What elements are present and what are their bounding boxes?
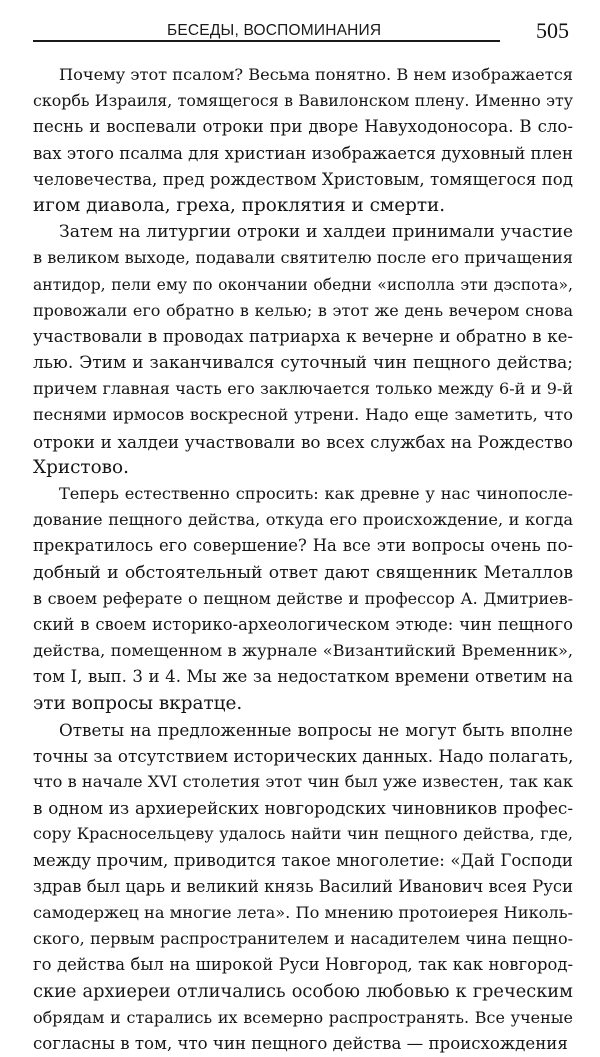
text-line: Теперь естественно спросить: как древне у нас чинопосле- [59, 484, 573, 503]
text-line: Христово. [33, 456, 129, 478]
text-line: здрав был царь и великий князь Василий Иванович всея Руси [33, 876, 573, 896]
text-line: что в начале XVI столетия этот чин был уже известен, так как [33, 772, 573, 792]
text-line: обрядам и старались их всемерно распространять. Все ученые [33, 1007, 573, 1027]
text-line: точны за отсутствием исторических данных. Надо полагать, [33, 745, 574, 766]
text-line: добный и обстоятельный ответ дают священник Металлов [33, 562, 573, 583]
text-line: скорбь Израиля, томящегося в Вавилонском плену. Именно эту [33, 91, 573, 111]
text-line: игом диавола, греха, проклятия и смерти. [33, 194, 446, 216]
text-line: го действа был на широкой Руси Новгород, так как новгород- [33, 955, 573, 975]
text-line: согласны в том, что чин пещного действа — происхождения [33, 1033, 568, 1053]
body-text [33, 62, 573, 1057]
text-line: Почему этот псалом? Весьма понятно. В нем изображается [59, 65, 573, 84]
page-number: 505 [536, 18, 569, 43]
text-line: причем главная часть его заключается только между 6-й и 9-й [33, 379, 573, 399]
text-line: Ответы на предложенные вопросы не могут быть вполне [59, 719, 573, 740]
text-line: дование пещного действа, откуда его происхождение, и когда [33, 510, 573, 530]
text-line: эти вопросы вкратце. [33, 692, 243, 714]
text-line: антидор, пели ему по окончании обедни «исполла эти дэспота», [33, 275, 573, 294]
text-line: сору Красносельцеву удалось найти чин пещного действа, где, [33, 824, 573, 844]
text-line: в одном из архиерейских новгородских чиновников профес- [33, 798, 573, 819]
paragraph [33, 62, 573, 219]
paragraph [33, 717, 573, 1057]
text-line: лью. Этим и заканчивался суточный чин пещного действа; [33, 353, 573, 374]
text-line: песнями ирмосов воскресной утрени. Надо еще заметить, что [33, 405, 573, 425]
text-line: песнь и воспевали отроки при дворе Навуходоносора. В сло- [33, 117, 573, 137]
text-line: в своем реферате о пещном действе и профессор А. Дмитриев- [33, 588, 573, 608]
text-line: ские архиереи отличались особою любовью к греческим [33, 980, 573, 1002]
text-line: ского, первым распространителем и насадителем чина пещно- [33, 929, 573, 949]
text-line: вах этого псалма для христиан изображается духовный плен [33, 143, 574, 163]
text-line: участвовали в проводах патриарха к вечерне и обратно в ке- [33, 326, 573, 346]
text-line: человечества, пред рождеством Христовым, томящегося под [33, 169, 573, 189]
running-title: БЕСЕДЫ, ВОСПОМИНАНИЯ [167, 22, 382, 39]
text-line: провожали его обратно в келью; в этот же день вечером снова [33, 300, 573, 320]
text-line: отроки и халдеи участвовали во всех службах на Рождество [33, 431, 573, 452]
text-line: в великом выходе, подавали святителю после его причащения [33, 248, 573, 268]
paragraph [33, 481, 573, 717]
text-line: Затем на литургии отроки и халдеи принимали участие [59, 222, 573, 243]
text-line: ский в своем историко-археологическом этюде: чин пещного [33, 614, 573, 634]
text-line: том I, вып. 3 и 4. Мы же за недостатком времени ответим на [33, 667, 573, 687]
paragraph [33, 219, 573, 481]
header-rule [33, 40, 500, 42]
text-line: между прочим, приводится такое многолетие: «Дай Господи [33, 850, 573, 870]
text-line: прекратилось его совершение? На все эти вопросы очень по- [33, 536, 573, 556]
text-line: действа, помещенном в журнале «Византийский Временник», [33, 641, 573, 661]
running-header [33, 20, 573, 44]
text-line: самодержец на многие лета». По мнению протоиерея Николь- [33, 903, 573, 922]
